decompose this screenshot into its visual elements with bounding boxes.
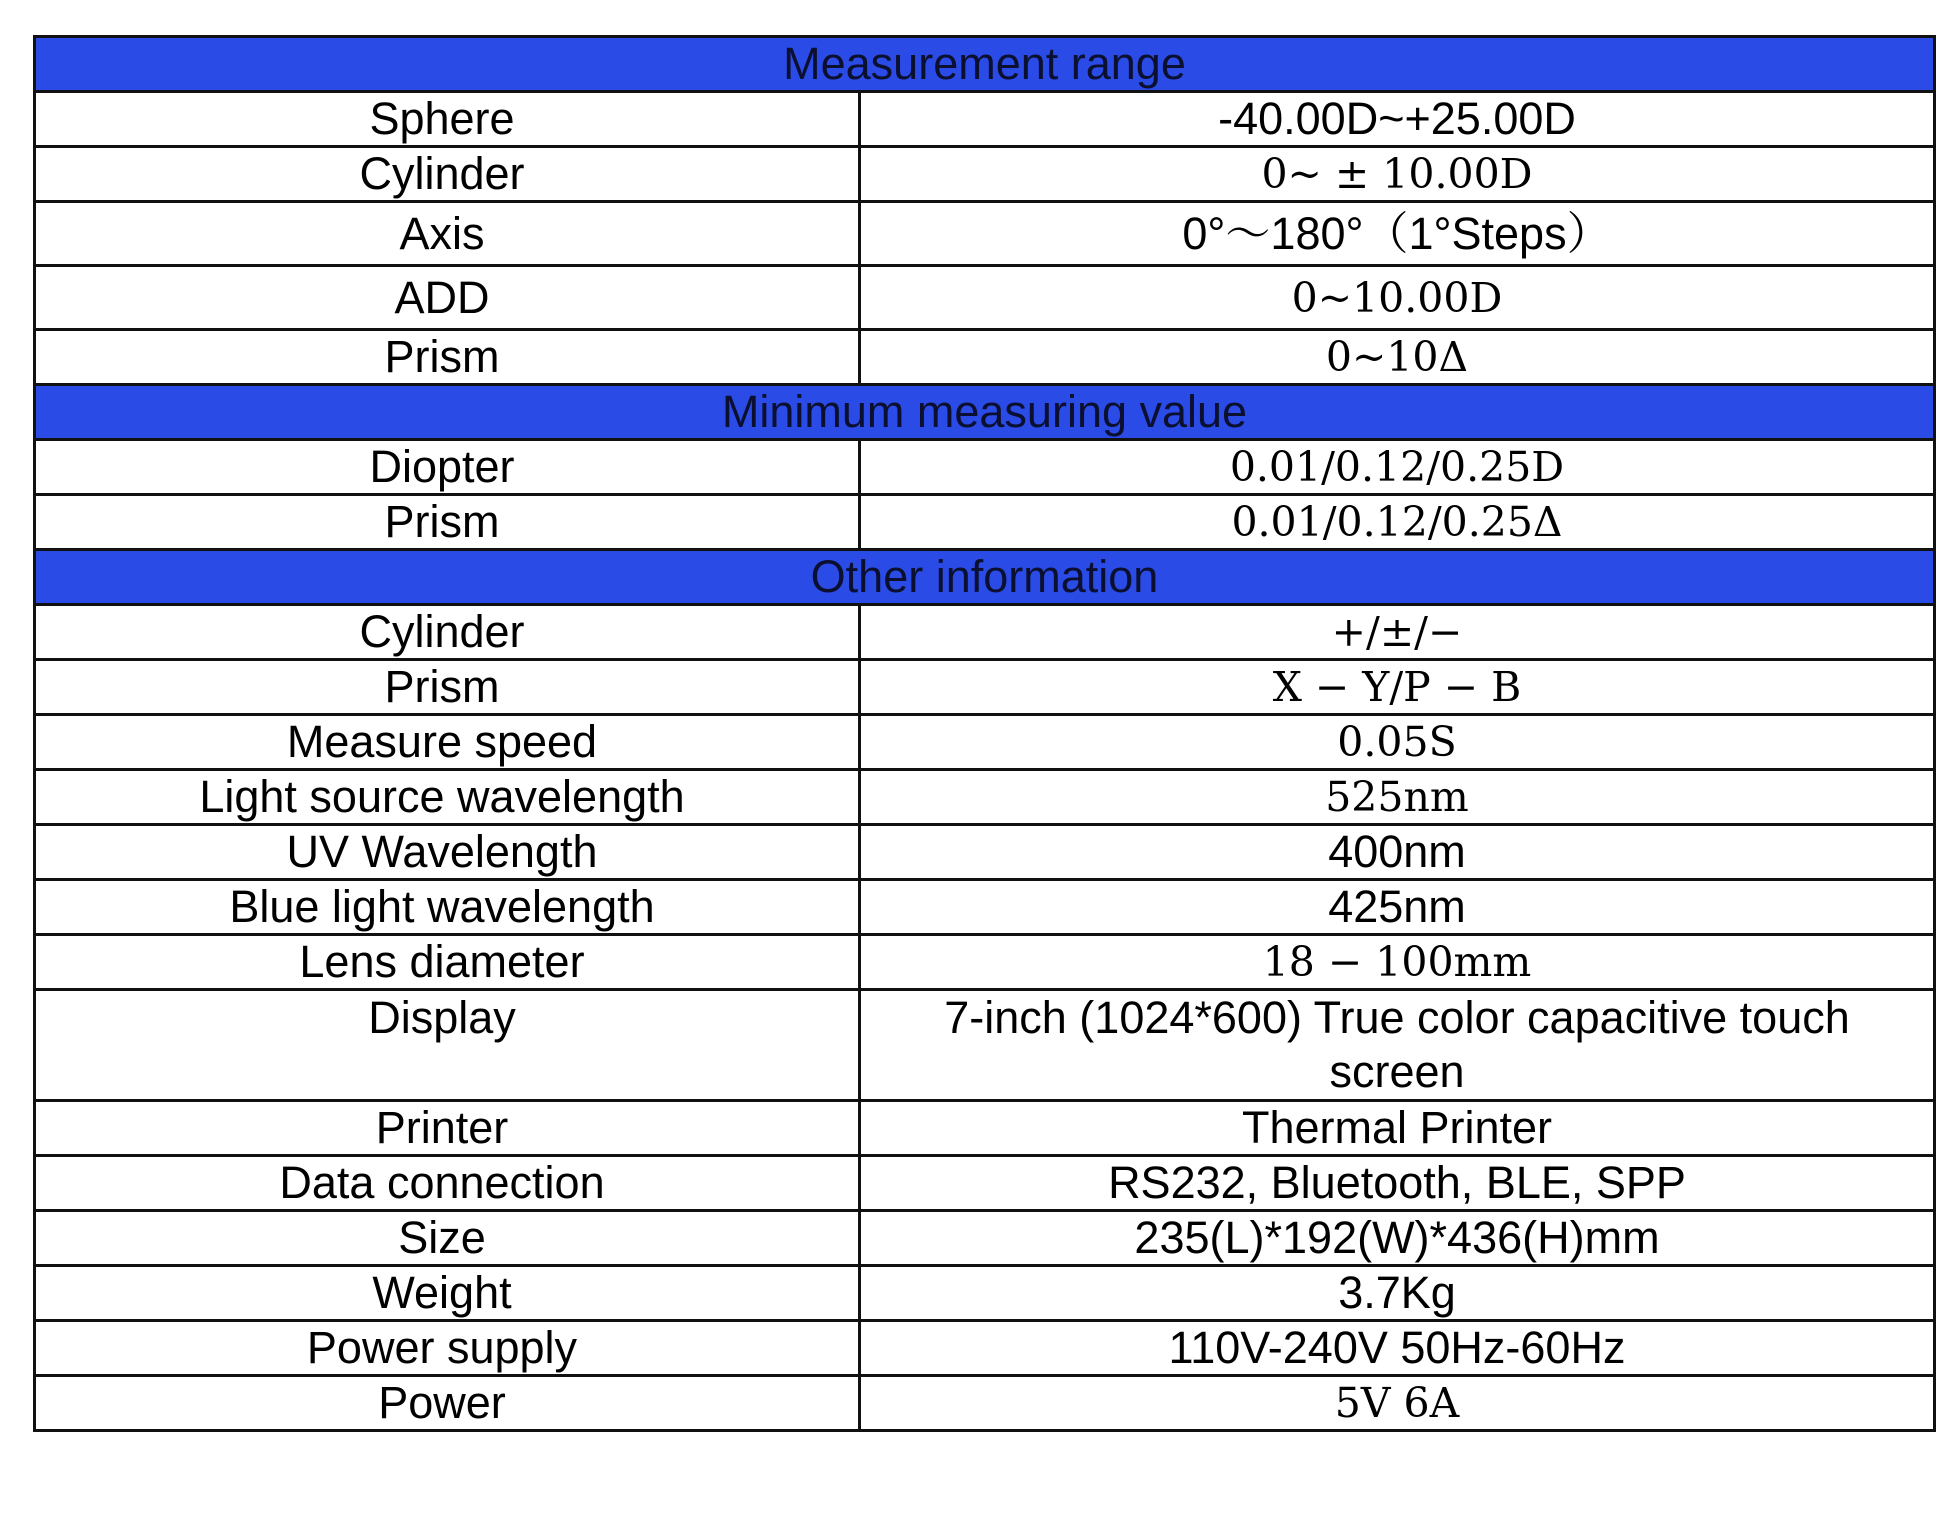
section-header-measurement-range: [35, 37, 1935, 92]
table-row: [35, 147, 1935, 202]
row-label: UV Wavelength: [35, 825, 860, 880]
row-label: Sphere: [35, 92, 860, 147]
row-label: Data connection: [35, 1156, 860, 1211]
row-value: 5V 6A: [860, 1376, 1935, 1431]
table-row: [35, 440, 1935, 495]
row-value: X − Y/P − B: [860, 660, 1935, 715]
table-row: [35, 330, 1935, 385]
row-value: 0°～180°（1°Steps）: [860, 202, 1935, 266]
row-label: ADD: [35, 266, 860, 330]
row-label: Prism: [35, 660, 860, 715]
table-row: [35, 880, 1935, 935]
row-label: Light source wavelength: [35, 770, 860, 825]
table-row: [35, 770, 1935, 825]
row-value: 7-inch (1024*600) True color capacitive touch screen: [860, 990, 1935, 1101]
row-value: -40.00D~+25.00D: [860, 92, 1935, 147]
row-value: 400nm: [860, 825, 1935, 880]
section-title: Other information: [35, 550, 1935, 605]
row-label: Power supply: [35, 1321, 860, 1376]
table-row: [35, 1376, 1935, 1431]
section-header-minimum-measuring-value: [35, 385, 1935, 440]
table-row: [35, 1266, 1935, 1321]
table-row: [35, 1211, 1935, 1266]
row-label: Measure speed: [35, 715, 860, 770]
row-value: +/±/−: [860, 605, 1935, 660]
spec-table: [33, 35, 1936, 1432]
table-row: [35, 1321, 1935, 1376]
row-label: Blue light wavelength: [35, 880, 860, 935]
row-value: 18 − 100mm: [860, 935, 1935, 990]
row-label: Display: [35, 990, 860, 1101]
row-value: 110V-240V 50Hz-60Hz: [860, 1321, 1935, 1376]
section-title: Minimum measuring value: [35, 385, 1935, 440]
row-label: Prism: [35, 330, 860, 385]
row-label: Power: [35, 1376, 860, 1431]
section-header-other-information: [35, 550, 1935, 605]
row-value: 0.01/0.12/0.25Δ: [860, 495, 1935, 550]
row-label: Cylinder: [35, 605, 860, 660]
row-label: Weight: [35, 1266, 860, 1321]
row-label: Prism: [35, 495, 860, 550]
row-value: 425nm: [860, 880, 1935, 935]
row-label: Size: [35, 1211, 860, 1266]
row-label: Printer: [35, 1101, 860, 1156]
table-row: [35, 1101, 1935, 1156]
table-row: [35, 202, 1935, 266]
row-value: 0.05S: [860, 715, 1935, 770]
row-value: Thermal Printer: [860, 1101, 1935, 1156]
table-row: [35, 495, 1935, 550]
table-row: [35, 935, 1935, 990]
row-value: 3.7Kg: [860, 1266, 1935, 1321]
table-row: [35, 990, 1935, 1101]
row-label: Cylinder: [35, 147, 860, 202]
table-row: [35, 660, 1935, 715]
row-value: 525nm: [860, 770, 1935, 825]
table-row: [35, 92, 1935, 147]
row-value: 0~10.00D: [860, 266, 1935, 330]
table-row: [35, 825, 1935, 880]
table-row: [35, 266, 1935, 330]
table-row: [35, 1156, 1935, 1211]
table-row: [35, 715, 1935, 770]
row-value: 0~ ± 10.00D: [860, 147, 1935, 202]
row-label: Lens diameter: [35, 935, 860, 990]
row-label: Axis: [35, 202, 860, 266]
row-value: 0~10Δ: [860, 330, 1935, 385]
row-label: Diopter: [35, 440, 860, 495]
row-value: 0.01/0.12/0.25D: [860, 440, 1935, 495]
row-value: 235(L)*192(W)*436(H)mm: [860, 1211, 1935, 1266]
row-value: RS232, Bluetooth, BLE, SPP: [860, 1156, 1935, 1211]
section-title: Measurement range: [35, 37, 1935, 92]
table-row: [35, 605, 1935, 660]
